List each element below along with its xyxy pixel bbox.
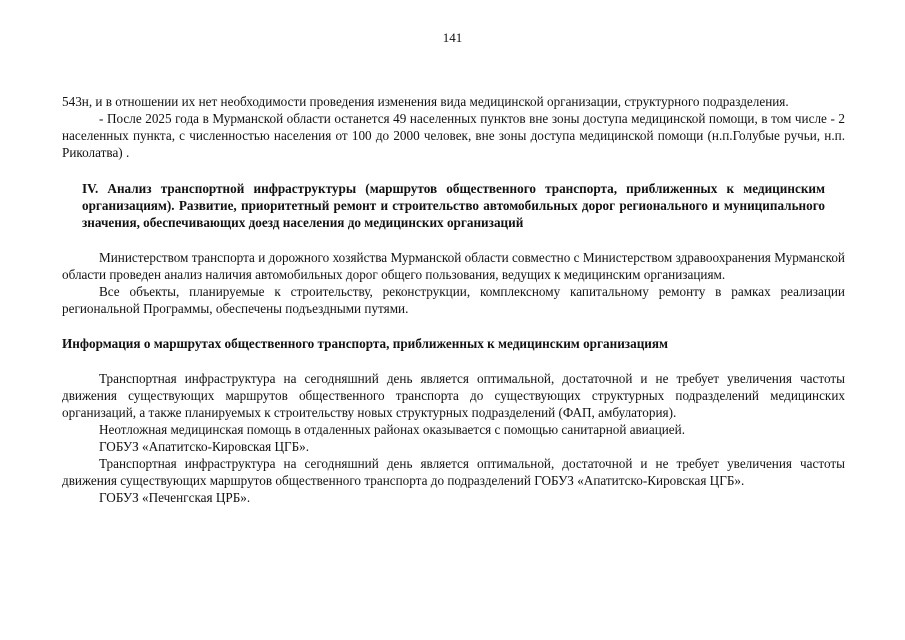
- paragraph-access-roads: Все объекты, планируемые к строительству, реконструкции, комплексному капитальному ремонту в рамках реализации региональной Программы, обеспечены подъездными путями.: [62, 284, 845, 316]
- paragraph-continuation: 543н, и в отношении их нет необходимости проведения изменения вида медицинской организации, структурного подразделения.: [62, 94, 789, 109]
- page-number: 141: [442, 30, 463, 45]
- paragraph-transport-infrastructure: Транспортная инфраструктура на сегодняшний день является оптимальной, достаточной и не требует увеличения частоты движения существующих маршрутов общественного транспорта до существующих структурных подразделений медицинских организаций, а также планируемых к строительству новых структурных подразделений (ФАП, амбулатория).: [62, 371, 845, 420]
- paragraph-air-ambulance: Неотложная медицинская помощь в отдаленных районах оказывается с помощью санитарной авиацией.: [99, 422, 686, 437]
- document-body: [62, 93, 845, 506]
- paragraph-apatity-hospital: ГОБУЗ «Апатитско-Кировская ЦГБ».: [99, 439, 310, 454]
- paragraph-settlements: - После 2025 года в Мурманской области останется 49 населенных пунктов вне зоны доступа медицинской помощи, в том числе - 2 населенных пункта, с численностью населения от 100 до 2000 человек, вне зоны доступа медицинской помощи (н.п.Голубые ручьи, н.п. Риколатва) .: [62, 111, 845, 160]
- paragraph-pechenga-hospital: ГОБУЗ «Печенгская ЦРБ».: [99, 490, 251, 505]
- paragraph-apatity-transport: Транспортная инфраструктура на сегодняшний день является оптимальной, достаточной и не требует увеличения частоты движения существующих маршрутов общественного транспорта до подразделений ГОБУЗ «Апатитско-Кировская ЦГБ».: [62, 456, 845, 488]
- paragraph-ministry-analysis: Министерством транспорта и дорожного хозяйства Мурманской области совместно с Министерством здравоохранения Мурманской области проведен анализ наличия автомобильных дорог общего пользования, ведущих к медицинским организациям.: [62, 250, 845, 282]
- subheading-transport-routes: Информация о маршрутах общественного транспорта, приближенных к медицинским организациям: [62, 336, 669, 351]
- section-heading: IV. Анализ транспортной инфраструктуры (маршрутов общественного транспорта, приближенных к медицинским организациям). Развитие, приоритетный ремонт и строительство автомобильных дорог регионального и муниципального значения, обеспечивающих доезд населения до медицинских организаций: [82, 181, 825, 230]
